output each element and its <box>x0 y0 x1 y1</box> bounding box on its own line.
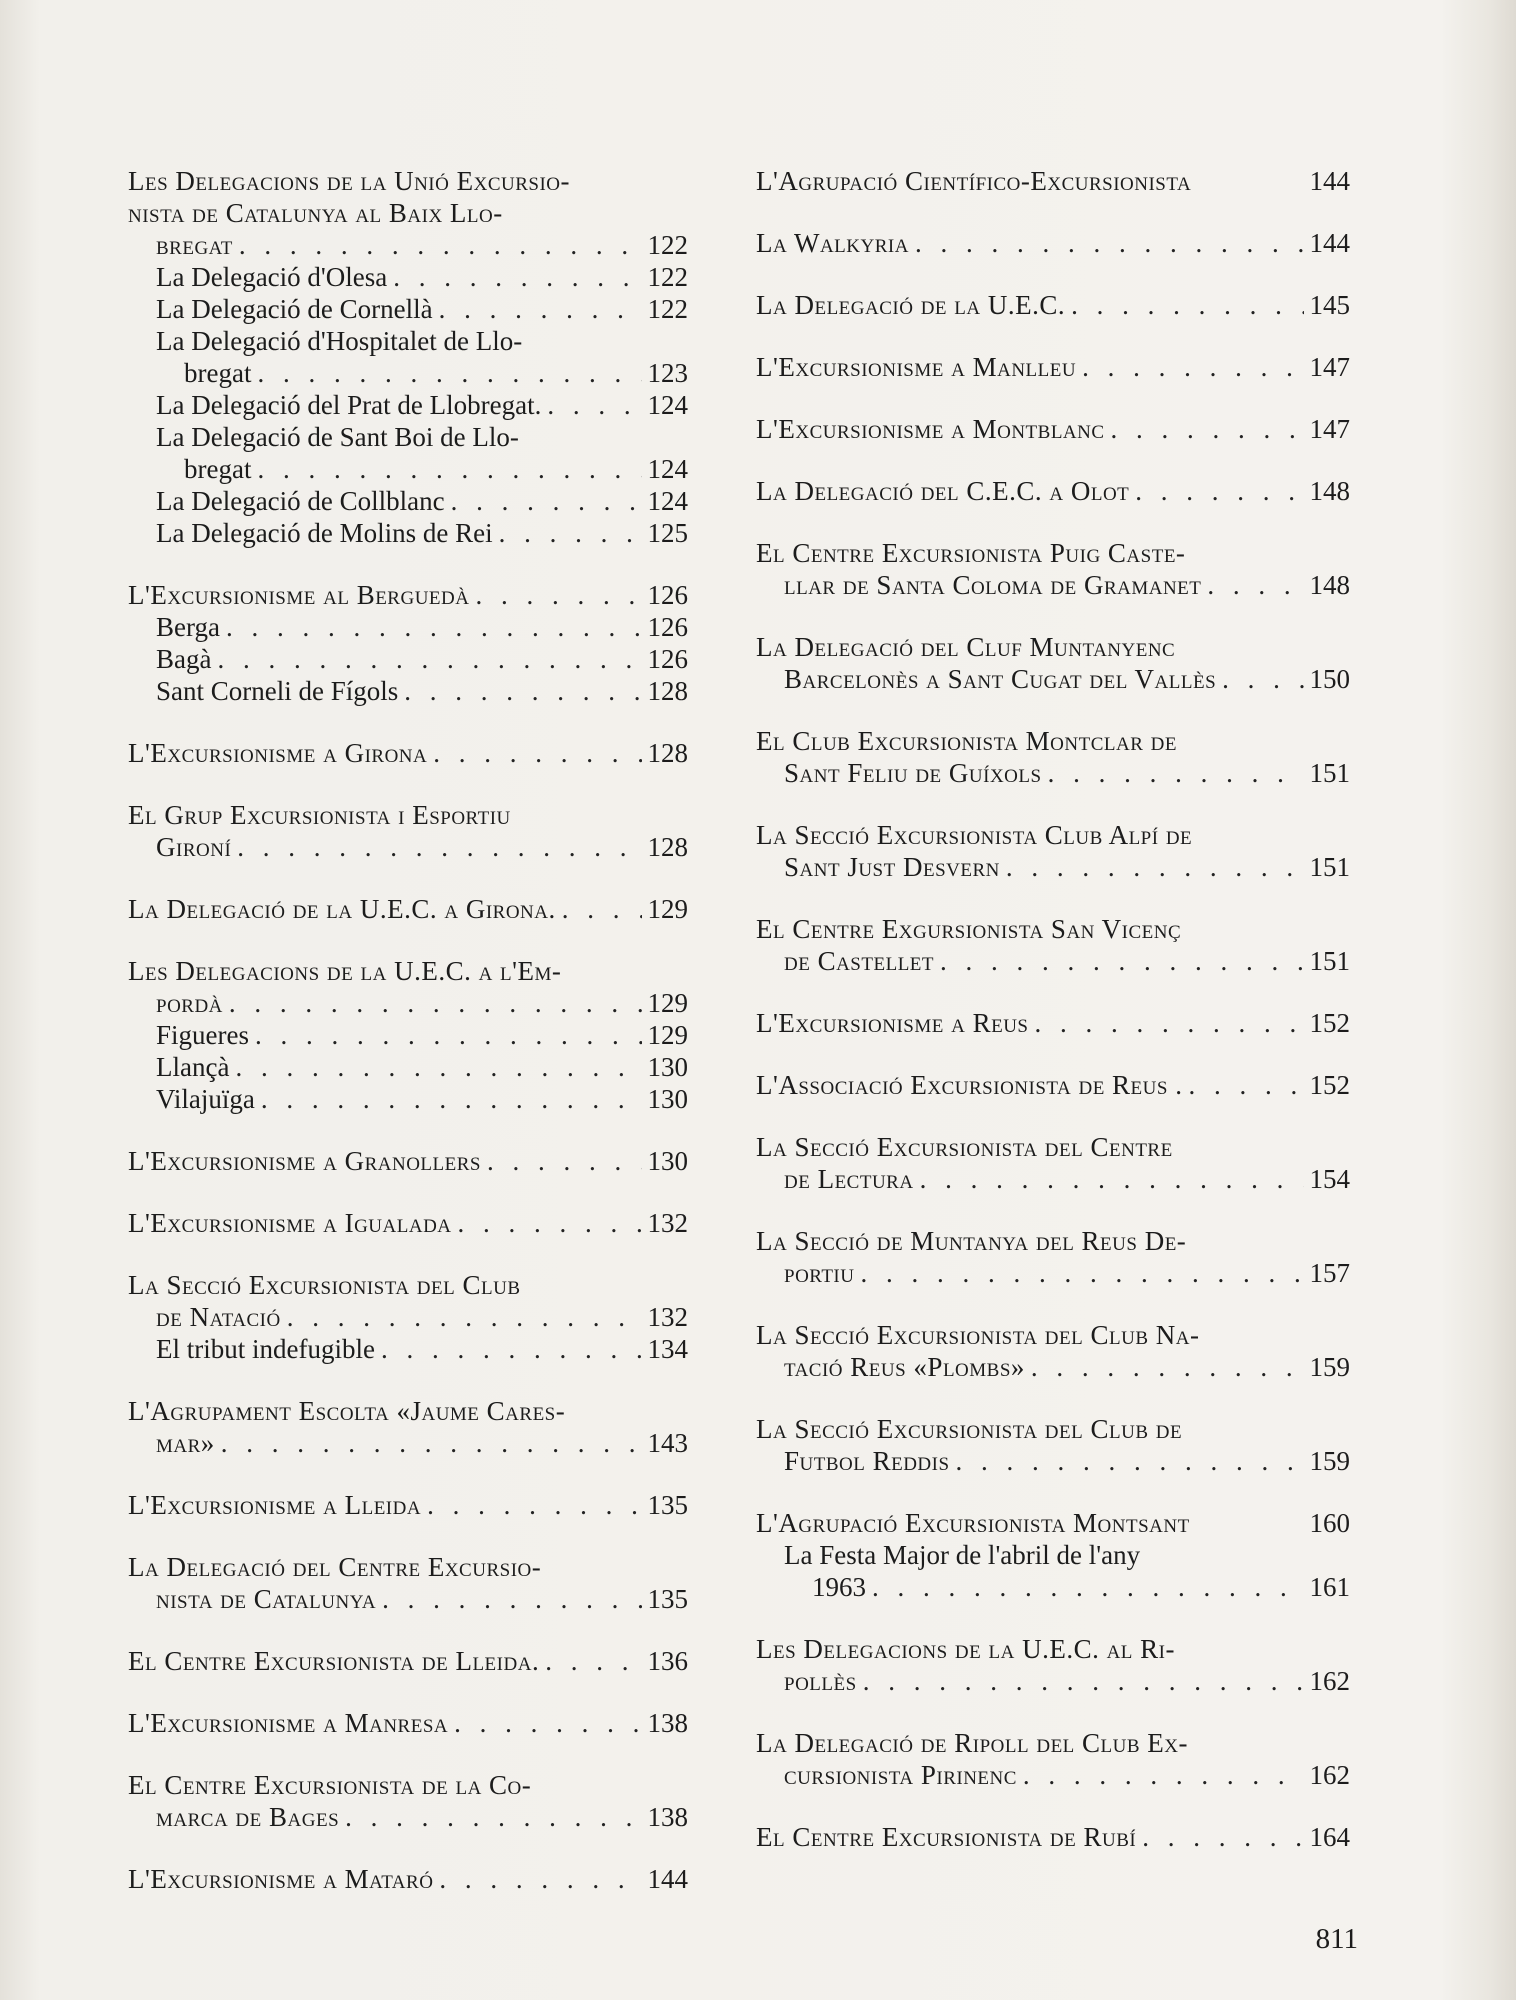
toc-column-right <box>756 165 1350 1883</box>
toc-page-number: 130 <box>647 1052 688 1082</box>
dot-leader <box>404 675 641 707</box>
toc-entry-title: Bagà <box>156 644 212 674</box>
toc-entry-leader-line <box>128 229 688 261</box>
dot-leader <box>257 453 641 485</box>
toc-page-number: 130 <box>647 1084 688 1114</box>
toc-page-number: 128 <box>647 832 688 862</box>
toc-entry-leader-line <box>128 1583 688 1615</box>
toc-entry-leader-line <box>756 851 1350 883</box>
dot-leader <box>345 1801 641 1833</box>
toc-entry <box>756 475 1350 507</box>
toc-entry-title: bregat <box>184 454 252 484</box>
toc-entry-title: La Delegació del C.E.C. a Olot <box>756 476 1130 506</box>
toc-entry-leader-line <box>756 1069 1350 1101</box>
toc-entry-title: Berga <box>156 612 220 642</box>
toc-entry-title: Sant Feliu de Guíxols <box>784 758 1042 788</box>
toc-page-number: 129 <box>647 988 688 1018</box>
dot-leader <box>499 517 642 549</box>
toc-page-number: 135 <box>647 1490 688 1520</box>
toc-entry-leader-line <box>756 1163 1350 1195</box>
toc-entry-leader-line <box>756 289 1350 321</box>
dot-leader <box>458 1207 642 1239</box>
toc-entry-title-line: Les Delegacions de la Unió Excursio- <box>128 166 570 196</box>
toc-entry <box>128 293 688 325</box>
toc-entry-leader-line <box>756 413 1350 445</box>
toc-entry <box>756 819 1350 883</box>
dot-leader <box>562 893 642 925</box>
dot-leader <box>439 1863 641 1895</box>
toc-entry-title: El tribut indefugible <box>156 1334 375 1364</box>
dot-leader <box>863 1665 1304 1697</box>
toc-entry-title: marca de Bages <box>156 1802 340 1832</box>
toc-entry-leader-line <box>756 945 1350 977</box>
toc-entry <box>756 351 1350 383</box>
toc-entry-leader-line <box>128 1863 688 1895</box>
toc-page-number: 162 <box>1309 1666 1350 1696</box>
dot-leader <box>235 1051 641 1083</box>
toc-entry-title: La Delegació de Collblanc <box>156 486 445 516</box>
toc-page-number: 154 <box>1309 1164 1350 1194</box>
dot-leader <box>381 1333 642 1365</box>
toc-entry <box>128 261 688 293</box>
toc-entry <box>128 485 688 517</box>
toc-entry-title-line: La Delegació d'Hospitalet de Llo- <box>156 326 523 356</box>
dot-leader <box>956 1445 1304 1477</box>
toc-page-number: 122 <box>647 262 688 292</box>
toc-entry <box>756 1539 1350 1603</box>
toc-entry <box>756 413 1350 445</box>
toc-entry <box>756 1131 1350 1195</box>
toc-entry-leader-line <box>756 1007 1350 1039</box>
toc-entry-title: L'Agrupació Excursionista Montsant <box>756 1508 1190 1538</box>
toc-entry-title-line: Les Delegacions de la U.E.C. al Ri- <box>756 1634 1175 1664</box>
toc-entry-title: mar» <box>156 1428 215 1458</box>
toc-entry <box>128 421 688 485</box>
toc-page-number: 129 <box>647 1020 688 1050</box>
toc-entry-leader-line <box>156 261 688 293</box>
toc-entry-leader-line <box>128 1301 688 1333</box>
toc-entry-title: cursionista Pirinenc <box>784 1760 1017 1790</box>
toc-entry-title: L'Excursionisme a Montblanc <box>756 414 1105 444</box>
dot-leader <box>1082 351 1303 383</box>
toc-entry <box>756 1821 1350 1853</box>
toc-entry-title: Llançà <box>156 1052 230 1082</box>
toc-entry <box>128 389 688 421</box>
toc-entry-leader-line <box>156 611 688 643</box>
toc-entry-title: L'Excursionisme a Manresa <box>128 1708 449 1738</box>
toc-entry-title: La Delegació de Molins de Rei <box>156 518 493 548</box>
dot-leader <box>255 1019 642 1051</box>
toc-entry-leader-line <box>128 1145 688 1177</box>
toc-entry-title: Barcelonès a Sant Cugat del Vallès <box>784 664 1217 694</box>
toc-entry-title-line: La Festa Major de l'abril de l'any <box>784 1540 1141 1570</box>
toc-entry <box>128 737 688 769</box>
toc-page-number: 135 <box>647 1584 688 1614</box>
toc-entry-leader-line <box>128 737 688 769</box>
toc-page-number: 151 <box>1309 758 1350 788</box>
dot-leader <box>454 1707 641 1739</box>
toc-page-number: 138 <box>647 1708 688 1738</box>
toc-entry-title-line: La Delegació de Ripoll del Club Ex- <box>756 1728 1189 1758</box>
dot-leader <box>915 227 1304 259</box>
toc-entry <box>128 893 688 925</box>
toc-page-number: 148 <box>1309 570 1350 600</box>
toc-entry-title: L'Excursionisme a Girona <box>128 738 428 768</box>
toc-entry-title-line: La Delegació del Centre Excursio- <box>128 1552 542 1582</box>
toc-entry <box>756 1007 1350 1039</box>
toc-entry <box>128 1051 688 1083</box>
toc-entry <box>128 1489 688 1521</box>
dot-leader <box>1023 1759 1304 1791</box>
toc-entry-title-line: La Secció Excursionista Club Alpí de <box>756 820 1193 850</box>
dot-leader <box>1222 663 1303 695</box>
toc-entry-leader-line <box>128 579 688 611</box>
toc-entry-leader-line <box>128 1645 688 1677</box>
toc-entry-title: L'Excursionisme a Reus <box>756 1008 1029 1038</box>
dot-leader <box>1071 289 1303 321</box>
toc-entry-leader-line <box>128 1427 688 1459</box>
toc-entry-leader-line <box>156 485 688 517</box>
toc-entry <box>128 799 688 863</box>
toc-entry-title-line: L'Agrupament Escolta «Jaume Cares- <box>128 1396 566 1426</box>
toc-entry <box>128 1551 688 1615</box>
dot-leader <box>221 1427 642 1459</box>
toc-entry-title-line: La Delegació de Sant Boi de Llo- <box>156 422 519 452</box>
toc-page-number: 128 <box>647 738 688 768</box>
toc-entry-title: Figueres <box>156 1020 249 1050</box>
toc-entry <box>128 1333 688 1365</box>
toc-entry <box>128 1707 688 1739</box>
dot-leader <box>433 737 641 769</box>
toc-entry <box>128 517 688 549</box>
toc-entry-title: tació Reus «Plombs» <box>784 1352 1025 1382</box>
toc-entry-title: L'Excursionisme a Igualada <box>128 1208 452 1238</box>
dot-leader <box>1135 475 1303 507</box>
toc-page-number: 122 <box>647 294 688 324</box>
dot-leader <box>393 261 641 293</box>
toc-entry <box>756 1633 1350 1697</box>
toc-entry-title-line: El Centre Exgursionista San Vicenç <box>756 914 1182 944</box>
dot-leader <box>547 389 641 421</box>
toc-entry <box>756 165 1350 197</box>
toc-page-number: 145 <box>1309 290 1350 320</box>
toc-page-number: 122 <box>647 230 688 260</box>
toc-page-number: 124 <box>647 390 688 420</box>
toc-entry <box>756 537 1350 601</box>
dot-leader <box>287 1301 642 1333</box>
toc-page-number: 129 <box>647 894 688 924</box>
toc-entry-leader-line <box>756 351 1350 383</box>
toc-page-number: 150 <box>1309 664 1350 694</box>
toc-entry <box>756 1069 1350 1101</box>
toc-entry-title: de Natació <box>156 1302 281 1332</box>
toc-entry-title: El Centre Excursionista de Rubí <box>756 1822 1137 1852</box>
toc-entry-leader-line <box>756 569 1350 601</box>
toc-entry-title: El Centre Excursionista de Lleida. <box>128 1646 540 1676</box>
toc-entry-title-line: La Secció de Muntanya del Reus De- <box>756 1226 1187 1256</box>
toc-entry-title: pollès <box>784 1666 857 1696</box>
toc-entry-title: Gironí <box>156 832 232 862</box>
toc-entry-title-line: El Centre Excursionista Puig Caste- <box>756 538 1186 568</box>
toc-entry-leader-line <box>756 1821 1350 1853</box>
toc-entry <box>128 1395 688 1459</box>
toc-entry-title: L'Excursionisme a Manlleu <box>756 352 1077 382</box>
toc-entry-title: portiu <box>784 1258 855 1288</box>
toc-entry-leader-line <box>756 1257 1350 1289</box>
toc-page-number: 132 <box>647 1302 688 1332</box>
dot-leader <box>872 1571 1304 1603</box>
toc-entry-leader-line <box>756 757 1350 789</box>
toc-page-number: 147 <box>1309 414 1350 444</box>
toc-entry-title-line: La Secció Excursionista del Club de <box>756 1414 1183 1444</box>
toc-entry-title-line: La Secció Excursionista del Club Na- <box>756 1320 1200 1350</box>
toc-entry-title-line: La Secció Excursionista del Centre <box>756 1132 1173 1162</box>
toc-page-number: 125 <box>647 518 688 548</box>
toc-entry <box>128 579 688 611</box>
toc-entry <box>128 1083 688 1115</box>
toc-entry <box>128 611 688 643</box>
toc-entry <box>128 1645 688 1677</box>
toc-entry-title-line: El Club Excursionista Montclar de <box>756 726 1177 756</box>
toc-entry-title: La Delegació d'Olesa <box>156 262 388 292</box>
dot-leader <box>217 643 641 675</box>
toc-entry-leader-line <box>156 1083 688 1115</box>
toc-entry-leader-line <box>156 1051 688 1083</box>
dot-leader <box>261 1083 642 1115</box>
toc-entry-leader-line <box>128 1489 688 1521</box>
toc-page-number: 147 <box>1309 352 1350 382</box>
toc-entry-leader-line <box>156 293 688 325</box>
dot-leader <box>1111 413 1304 445</box>
toc-page-number: 144 <box>1309 228 1350 258</box>
toc-entry-leader-line <box>156 643 688 675</box>
toc-page-number: 157 <box>1309 1258 1350 1288</box>
toc-entry-leader-line <box>128 1707 688 1739</box>
toc-entry-title: Sant Just Desvern <box>784 852 1000 882</box>
toc-entry-leader-line <box>156 675 688 707</box>
toc-page-number: 134 <box>647 1334 688 1364</box>
toc-entry <box>756 1319 1350 1383</box>
toc-entry-title: bregat <box>156 230 233 260</box>
toc-entry-title: L'Excursionisme a Granollers <box>128 1146 481 1176</box>
toc-entry-title: Sant Corneli de Fígols <box>156 676 399 706</box>
toc-page-number: 123 <box>647 358 688 388</box>
toc-entry <box>756 289 1350 321</box>
toc-entry-leader-line <box>756 663 1350 695</box>
toc-entry-leader-line <box>128 987 688 1019</box>
toc-page-number: 144 <box>1309 166 1350 196</box>
toc-entry-leader-line <box>784 1571 1350 1603</box>
toc-entry <box>128 1769 688 1833</box>
toc-entry-leader-line <box>156 453 688 485</box>
toc-entry-leader-line <box>756 1665 1350 1697</box>
toc-page-number: 136 <box>647 1646 688 1676</box>
toc-entry-title: bregat <box>184 358 252 388</box>
toc-page-number: 151 <box>1309 852 1350 882</box>
toc-page-number: 152 <box>1309 1070 1350 1100</box>
toc-entry <box>756 913 1350 977</box>
dot-leader <box>226 611 642 643</box>
toc-entry-leader-line <box>156 1019 688 1051</box>
toc-page-number: 151 <box>1309 946 1350 976</box>
dot-leader <box>237 831 641 863</box>
page-number: 811 <box>1315 1923 1358 1955</box>
toc-page-number: 128 <box>647 676 688 706</box>
toc-entry-title: La Delegació de la U.E.C. a Girona. <box>128 894 556 924</box>
toc-entry-leader-line <box>156 357 688 389</box>
toc-entry-title: L'Associació Excursionista de Reus . <box>756 1070 1183 1100</box>
toc-entry <box>128 643 688 675</box>
toc-entry-title-line: Les Delegacions de la U.E.C. a l'Em- <box>128 956 562 986</box>
toc-page-number: 130 <box>647 1146 688 1176</box>
dot-leader <box>1035 1007 1304 1039</box>
toc-page-number: 164 <box>1309 1822 1350 1852</box>
toc-entry-leader-line <box>756 1351 1350 1383</box>
dot-leader <box>1048 757 1304 789</box>
toc-entry-title: L'Excursionisme a Lleida <box>128 1490 422 1520</box>
toc-entry-title-line: nista de Catalunya al Baix Llo- <box>128 198 503 228</box>
toc-entry-title: de Lectura <box>784 1164 914 1194</box>
toc-entry-leader-line <box>756 1507 1350 1539</box>
toc-page-number: 126 <box>647 580 688 610</box>
dot-leader <box>382 1583 641 1615</box>
toc-entry <box>756 1507 1350 1539</box>
dot-leader <box>1142 1821 1303 1853</box>
toc-entry-leader-line <box>756 165 1350 197</box>
toc-entry-title-line: El Centre Excursionista de la Co- <box>128 1770 532 1800</box>
toc-page-number: 124 <box>647 454 688 484</box>
toc-entry-title: llar de Santa Coloma de Gramanet <box>784 570 1202 600</box>
toc-entry-leader-line <box>156 389 688 421</box>
toc-entry-title: de Castellet <box>784 946 935 976</box>
toc-entry <box>756 631 1350 695</box>
dot-leader <box>439 293 642 325</box>
toc-entry <box>128 1019 688 1051</box>
toc-page-number: 161 <box>1309 1572 1350 1602</box>
toc-entry <box>128 325 688 389</box>
toc-column-left <box>128 165 688 1925</box>
toc-entry <box>128 1145 688 1177</box>
toc-entry-title: La Delegació de Cornellà <box>156 294 433 324</box>
dot-leader <box>1188 1069 1303 1101</box>
toc-entry <box>756 1727 1350 1791</box>
toc-page-number: 159 <box>1309 1446 1350 1476</box>
dot-leader <box>229 987 642 1019</box>
toc-entry <box>756 1225 1350 1289</box>
toc-entry-title-line: La Delegació del Cluf Muntanyenc <box>756 632 1176 662</box>
dot-leader <box>475 579 641 611</box>
dot-leader <box>545 1645 641 1677</box>
toc-entry-leader-line <box>756 227 1350 259</box>
toc-entry-title: nista de Catalunya <box>156 1584 377 1614</box>
toc-entry-title: L'Agrupació Científico-Excursionista <box>756 166 1192 196</box>
toc-page-number: 138 <box>647 1802 688 1832</box>
toc-page-number: 143 <box>647 1428 688 1458</box>
toc-page-number: 152 <box>1309 1008 1350 1038</box>
dot-leader <box>860 1257 1303 1289</box>
toc-entry-title: L'Excursionisme al Berguedà <box>128 580 470 610</box>
toc-page-number: 132 <box>647 1208 688 1238</box>
toc-entry-leader-line <box>156 517 688 549</box>
toc-page-number: 124 <box>647 486 688 516</box>
toc-entry <box>128 1863 688 1895</box>
toc-entry-leader-line <box>128 1207 688 1239</box>
toc-entry <box>128 1269 688 1333</box>
toc-entry <box>128 675 688 707</box>
toc-entry-title: 1963 <box>812 1572 866 1602</box>
toc-entry-title: pordà <box>156 988 223 1018</box>
toc-entry-title: La Walkyria <box>756 228 909 258</box>
dot-leader <box>487 1145 642 1177</box>
toc-entry-leader-line <box>756 1445 1350 1477</box>
dot-leader <box>1207 569 1303 601</box>
toc-page-number: 126 <box>647 644 688 674</box>
toc-entry <box>128 1207 688 1239</box>
toc-entry-title: L'Excursionisme a Mataró <box>128 1864 434 1894</box>
toc-entry <box>756 1413 1350 1477</box>
toc-page-number: 126 <box>647 612 688 642</box>
toc-entry-leader-line <box>128 831 688 863</box>
toc-page-number: 162 <box>1309 1760 1350 1790</box>
dot-leader <box>451 485 642 517</box>
dot-leader <box>257 357 641 389</box>
toc-entry-leader-line <box>756 1759 1350 1791</box>
toc-entry <box>756 227 1350 259</box>
toc-entry-title: La Delegació de la U.E.C. <box>756 290 1066 320</box>
dot-leader <box>1031 1351 1304 1383</box>
dot-leader <box>1006 851 1304 883</box>
dot-leader <box>920 1163 1304 1195</box>
toc-entry-title-line: El Grup Excursionista i Esportiu <box>128 800 511 830</box>
toc-page-number: 159 <box>1309 1352 1350 1382</box>
toc-entry-title-line: La Secció Excursionista del Club <box>128 1270 521 1300</box>
toc-entry-leader-line <box>128 893 688 925</box>
toc-entry-leader-line <box>756 475 1350 507</box>
toc-page-number: 160 <box>1309 1508 1350 1538</box>
toc-entry-title: Vilajuïga <box>156 1084 255 1114</box>
toc-entry <box>756 725 1350 789</box>
toc-entry <box>128 165 688 261</box>
toc-page-number: 148 <box>1309 476 1350 506</box>
dot-leader <box>940 945 1303 977</box>
dot-leader <box>427 1489 641 1521</box>
toc-entry <box>128 955 688 1019</box>
toc-entry-leader-line <box>128 1801 688 1833</box>
toc-page-number: 144 <box>647 1864 688 1894</box>
toc-entry-title: La Delegació del Prat de Llobregat. <box>156 390 542 420</box>
toc-entry-leader-line <box>156 1333 688 1365</box>
dot-leader <box>239 229 642 261</box>
toc-entry-title: Futbol Reddis <box>784 1446 950 1476</box>
